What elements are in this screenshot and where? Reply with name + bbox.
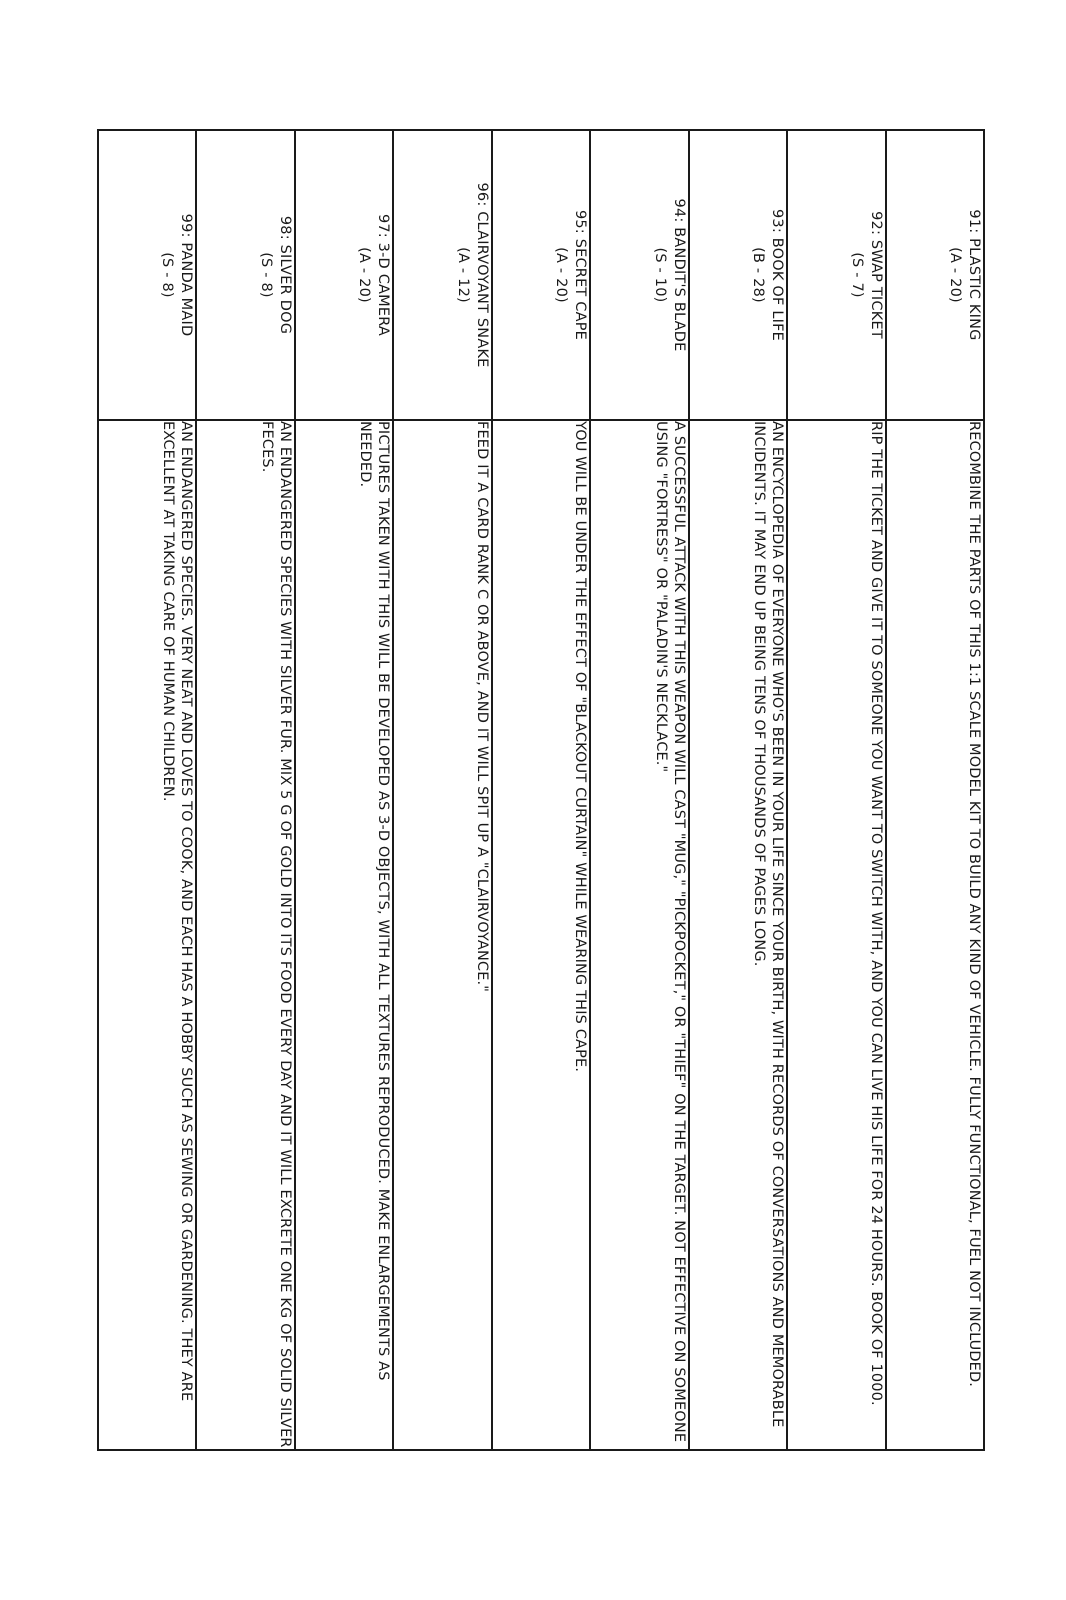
card-name-cell bbox=[98, 130, 197, 420]
card-table-rotated bbox=[97, 129, 985, 1451]
card-description-cell bbox=[689, 420, 787, 1450]
card-description: RIP THE TICKET AND GIVE IT TO SOMEONE YOU WANT TO SWITCH WITH, AND YOU CAN LIVE HIS LIFE FOR 24 HOURS. BOOK OF 1000. bbox=[867, 421, 884, 1406]
card-name-cell bbox=[393, 130, 491, 420]
card-description: PICTURES TAKEN WITH THIS WILL BE DEVELOPED AS 3-D OBJECTS, WITH ALL TEXTURES REPRODUCED. MAKE ENLARGEMENTS AS NEEDED. bbox=[357, 421, 392, 1381]
card-name: 92: SWAP TICKET bbox=[867, 211, 884, 339]
card-name-cell bbox=[787, 130, 885, 420]
card-name-cell bbox=[492, 130, 590, 420]
card-table-frame bbox=[97, 129, 985, 1451]
card-description-cell bbox=[492, 420, 590, 1450]
table-row bbox=[886, 130, 984, 1450]
card-rank: (A - 20) bbox=[947, 247, 963, 303]
table-row bbox=[689, 130, 787, 1450]
card-rank: (B - 28) bbox=[750, 247, 767, 303]
card-name-cell bbox=[886, 130, 984, 420]
card-description-cell bbox=[295, 420, 393, 1450]
card-name: 97: 3-D CAMERA bbox=[375, 213, 392, 337]
card-name: 96: CLAIRVOYANT SNAKE bbox=[473, 182, 490, 368]
card-description: AN ENDANGERED SPECIES. VERY NEAT AND LOVES TO COOK, AND EACH HAS A HOBBY SUCH AS SEWING OR GARDENING. THEY ARE EXCELLENT AT TAKING CARE OF HUMAN CHILDREN. bbox=[160, 421, 195, 1402]
card-description: A SUCCESSFUL ATTACK WITH THIS WEAPON WILL CAST "MUG," "PICKPOCKET," OR "THIEF" ON THE TARGET. NOT EFFECTIVE ON SOMEONE USING "FORTRESS" OR "PALADIN'S NECKLACE." bbox=[652, 421, 687, 1443]
card-description: RECOMBINE THE PARTS OF THIS 1:1 SCALE MODEL KIT TO BUILD ANY KIND OF VEHICLE. FULLY FUNCTIONAL, FUEL NOT INCLUDED. bbox=[966, 421, 982, 1388]
table-row bbox=[590, 130, 688, 1450]
card-description: YOU WILL BE UNDER THE EFFECT OF "BLACKOUT CURTAIN" WHILE WEARING THIS CAPE. bbox=[572, 421, 589, 1073]
card-name: 93: BOOK OF LIFE bbox=[769, 208, 786, 341]
card-description-cell bbox=[393, 420, 491, 1450]
card-description-cell bbox=[787, 420, 885, 1450]
card-rank: (A - 20) bbox=[356, 247, 373, 303]
card-name: 98: SILVER DOG bbox=[276, 215, 293, 335]
card-description-cell bbox=[886, 420, 984, 1450]
card-name: 99: PANDA MAID bbox=[178, 213, 195, 337]
card-name: 94: BANDIT'S BLADE bbox=[670, 198, 687, 352]
card-description: AN ENCYCLOPEDIA OF EVERYONE WHO'S BEEN IN YOUR LIFE SINCE YOUR BIRTH, WITH RECORDS OF CONVERSATIONS AND MEMORABLE INCIDENTS. IT MAY END UP BEING TENS OF THOUSANDS OF PAGES LONG. bbox=[751, 421, 786, 1428]
card-table bbox=[97, 129, 985, 1451]
card-name-cell bbox=[295, 130, 393, 420]
card-description-cell bbox=[197, 420, 295, 1450]
card-name-cell bbox=[689, 130, 787, 420]
table-row bbox=[98, 130, 197, 1450]
table-row bbox=[295, 130, 393, 1450]
card-name-cell bbox=[197, 130, 295, 420]
card-name: 91: PLASTIC KING bbox=[966, 209, 982, 341]
table-row bbox=[492, 130, 590, 1450]
card-description: AN ENDANGERED SPECIES WITH SILVER FUR. MIX 5 G OF GOLD INTO ITS FOOD EVERY DAY AND IT WILL EXCRETE ONE KG OF SOLID SILVER FECES. bbox=[258, 421, 293, 1448]
table-row bbox=[393, 130, 491, 1450]
card-rank: (S - 8) bbox=[257, 252, 274, 298]
card-name: 95: SECRET CAPE bbox=[572, 209, 589, 341]
card-name-cell bbox=[590, 130, 688, 420]
card-rank: (A - 20) bbox=[553, 247, 570, 303]
table-row bbox=[787, 130, 885, 1450]
card-rank: (S - 10) bbox=[651, 247, 668, 303]
table-row bbox=[197, 130, 295, 1450]
card-description-cell bbox=[98, 420, 197, 1450]
card-rank: (A - 12) bbox=[454, 247, 471, 303]
card-rank: (S - 7) bbox=[848, 252, 865, 298]
card-description: FEED IT A CARD RANK C OR ABOVE, AND IT WILL SPIT UP A "CLAIRVOYANCE." bbox=[473, 421, 490, 993]
card-rank: (S - 8) bbox=[159, 252, 176, 298]
card-description-cell bbox=[590, 420, 688, 1450]
